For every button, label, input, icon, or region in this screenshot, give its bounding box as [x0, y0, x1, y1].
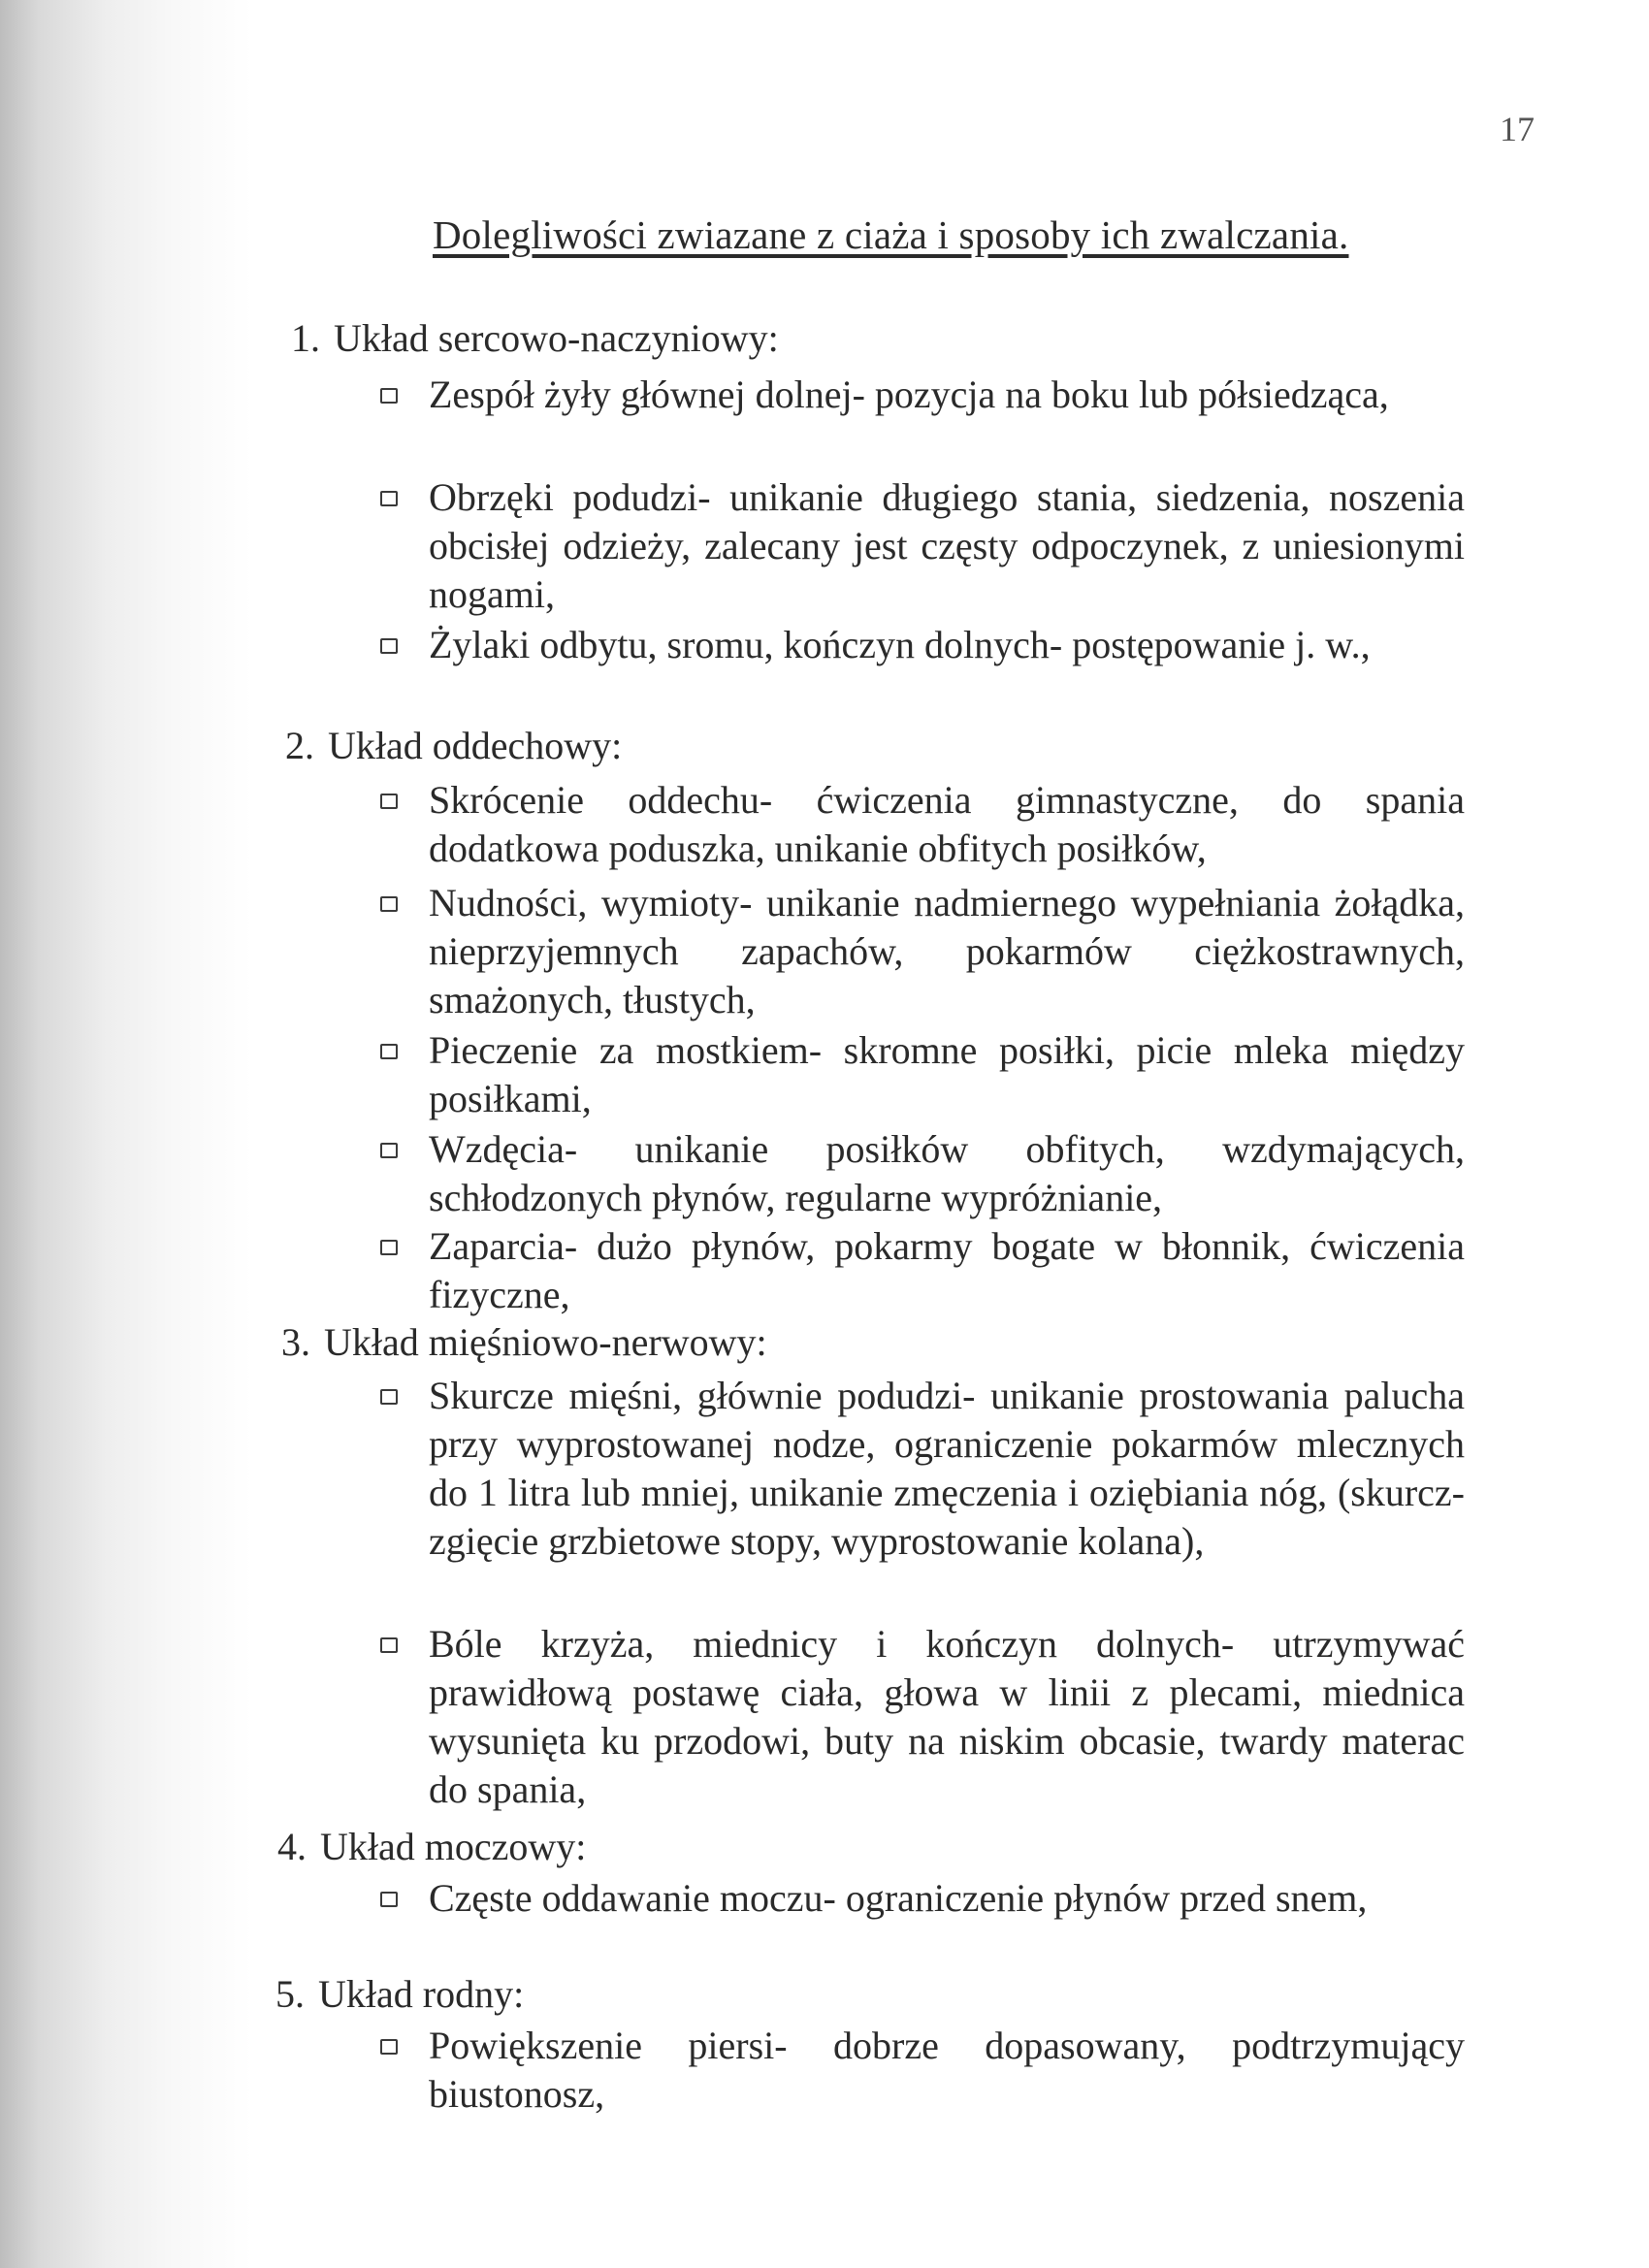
- list-item: [380, 1620, 1465, 1814]
- list-item-text: Bóle krzyża, miednicy i kończyn dolnych- utrzymywać prawidłową postawę ciała, głowa w linii z plecami, miednica wysunięta ku przodowi, buty na niskim obcasie, twardy materac do spania,: [429, 1622, 1465, 1811]
- list-item-text: Żylaki odbytu, sromu, kończyn dolnych- postępowanie j. w.,: [429, 623, 1371, 666]
- section-number: 4.: [277, 1825, 307, 1868]
- list-item-text: Skurcze mięśni, głównie podudzi- unikanie prostowania palucha przy wyprostowanej nodze, ograniczenie pokarmów mlecznych do 1 litra lub mniej, unikanie zmęczenia i oziębiania nóg, (skurcz- zgięcie grzbietowe stopy, wyprostowanie kolana),: [429, 1374, 1465, 1563]
- section-heading-2: [285, 723, 622, 768]
- section-heading-1: [291, 315, 779, 361]
- list-item-text: Powiększenie piersi- dobrze dopasowany, podtrzymujący biustonosz,: [429, 2024, 1465, 2116]
- list-item: [380, 371, 1465, 419]
- checkbox-bullet-icon: [380, 638, 398, 654]
- list-item: [380, 1026, 1465, 1123]
- list-item-text: Zaparcia- dużo płynów, pokarmy bogate w błonnik, ćwiczenia fizyczne,: [429, 1224, 1465, 1316]
- checkbox-bullet-icon: [380, 1892, 398, 1907]
- list-item-text: Częste oddawanie moczu- ograniczenie płynów przed snem,: [429, 1876, 1368, 1920]
- checkbox-bullet-icon: [380, 1240, 398, 1255]
- list-item: [380, 1125, 1465, 1222]
- list-item: [380, 1372, 1465, 1566]
- checkbox-bullet-icon: [380, 1389, 398, 1405]
- section-title: Układ sercowo-naczyniowy:: [334, 316, 779, 360]
- checkbox-bullet-icon: [380, 794, 398, 809]
- section-heading-3: [281, 1319, 767, 1365]
- list-item-text: Obrzęki podudzi- unikanie długiego stania, siedzenia, noszenia obcisłej odzieży, zalecany jest częsty odpoczynek, z uniesionymi nogami,: [429, 475, 1465, 616]
- list-item-text: Zespół żyły głównej dolnej- pozycja na boku lub półsiedząca,: [429, 373, 1389, 416]
- list-item-text: Pieczenie za mostkiem- skromne posiłki, picie mleka między posiłkami,: [429, 1028, 1465, 1120]
- section-heading-4: [277, 1824, 586, 1869]
- section-heading-5: [275, 1971, 524, 2017]
- section-number: 1.: [291, 316, 320, 360]
- checkbox-bullet-icon: [380, 2039, 398, 2055]
- list-item: [380, 776, 1465, 873]
- list-item-text: Nudności, wymioty- unikanie nadmiernego wypełniania żołądka, nieprzyjemnych zapachów, pokarmów ciężkostrawnych, smażonych, tłustych,: [429, 881, 1465, 1021]
- section-title: Układ mięśniowo-nerwowy:: [324, 1320, 767, 1364]
- section-title: Układ oddechowy:: [328, 724, 623, 767]
- list-item: [380, 621, 1465, 669]
- checkbox-bullet-icon: [380, 896, 398, 912]
- section-title: Układ moczowy:: [320, 1825, 587, 1868]
- section-number: 5.: [275, 1972, 305, 2016]
- checkbox-bullet-icon: [380, 1637, 398, 1653]
- list-item: [380, 1222, 1465, 1319]
- list-item-text: Skrócenie oddechu- ćwiczenia gimnastyczne, do spania dodatkowa poduszka, unikanie obfitych posiłków,: [429, 778, 1465, 870]
- section-number: 2.: [285, 724, 314, 767]
- list-item: [380, 1874, 1465, 1923]
- section-number: 3.: [281, 1320, 310, 1364]
- list-item: [380, 2022, 1465, 2119]
- checkbox-bullet-icon: [380, 1044, 398, 1059]
- checkbox-bullet-icon: [380, 388, 398, 404]
- page-title: Dolegliwości zwiazane z ciaża i sposoby ich zwalczania.: [433, 212, 1349, 257]
- checkbox-bullet-icon: [380, 491, 398, 506]
- checkbox-bullet-icon: [380, 1143, 398, 1158]
- scan-shadow-edge: [0, 0, 252, 2268]
- page-number: 17: [1500, 110, 1535, 148]
- list-item: [380, 879, 1465, 1024]
- list-item-text: Wzdęcia- unikanie posiłków obfitych, wzdymających, schłodzonych płynów, regularne wypróżnianie,: [429, 1127, 1465, 1219]
- section-title: Układ rodny:: [318, 1972, 525, 2016]
- list-item: [380, 473, 1465, 619]
